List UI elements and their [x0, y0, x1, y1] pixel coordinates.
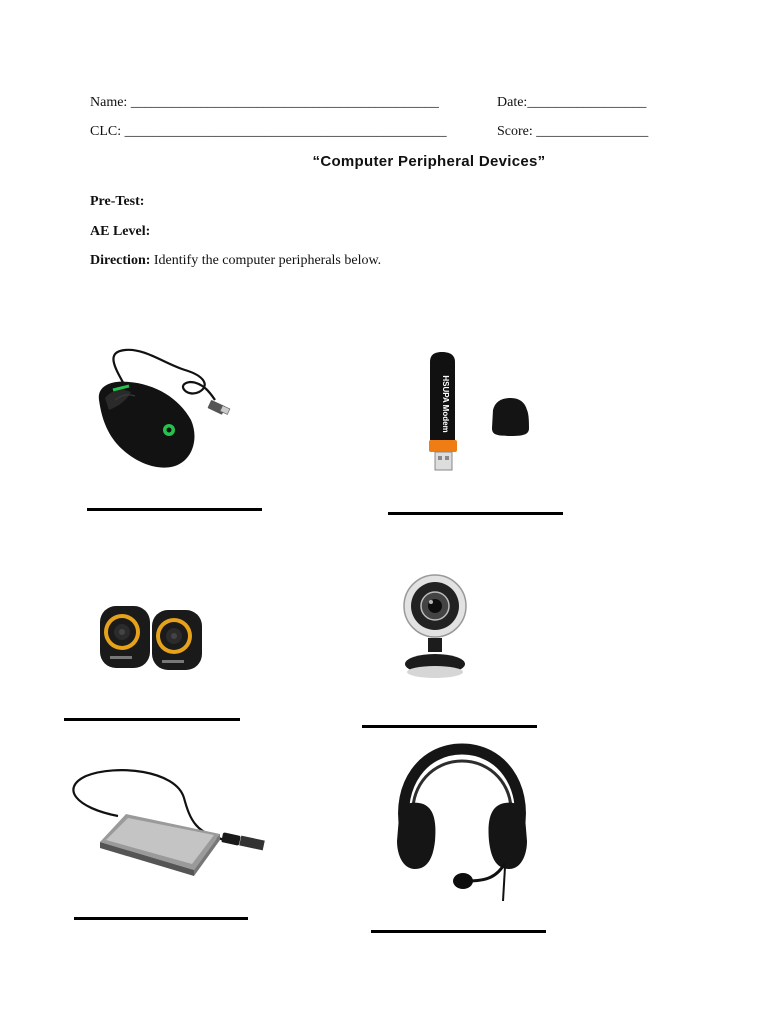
mouse-icon: [95, 348, 235, 470]
score-label: Score:: [497, 124, 533, 139]
usb-modem-icon: [425, 352, 535, 472]
answer-line-1[interactable]: [87, 508, 262, 511]
answer-line-5[interactable]: [74, 917, 248, 920]
answer-line-2[interactable]: [388, 512, 563, 515]
headset-icon: [393, 745, 531, 901]
external-hard-drive-icon: [66, 768, 266, 880]
direction-instruction: Identify the computer peripherals below.: [150, 253, 382, 268]
answer-line-4[interactable]: [362, 725, 537, 728]
pretest-label: Pre-Test:: [90, 194, 145, 209]
webcam-icon: [400, 574, 470, 680]
direction-label: Direction:: [90, 253, 151, 268]
answer-line-3[interactable]: [64, 718, 240, 721]
score-field[interactable]: [497, 123, 648, 141]
worksheet-title: “Computer Peripheral Devices”: [312, 153, 546, 170]
direction-text: [90, 252, 381, 270]
speakers-icon: [98, 604, 206, 672]
name-label: Name:: [90, 95, 128, 110]
date-field[interactable]: [497, 94, 646, 112]
date-label: Date:: [497, 95, 528, 110]
clc-label: CLC:: [90, 124, 122, 139]
ae-level-label: AE Level:: [90, 224, 151, 239]
modem-label: HSUPA Modem: [441, 375, 450, 433]
clc-field[interactable]: [90, 123, 447, 141]
score-blank[interactable]: ________________: [536, 124, 649, 139]
name-blank[interactable]: ____________________________________________: [130, 95, 439, 110]
answer-line-6[interactable]: [371, 930, 546, 933]
name-field[interactable]: [90, 94, 439, 112]
date-blank[interactable]: _________________: [527, 95, 647, 110]
clc-blank[interactable]: ______________________________________________: [124, 124, 447, 139]
